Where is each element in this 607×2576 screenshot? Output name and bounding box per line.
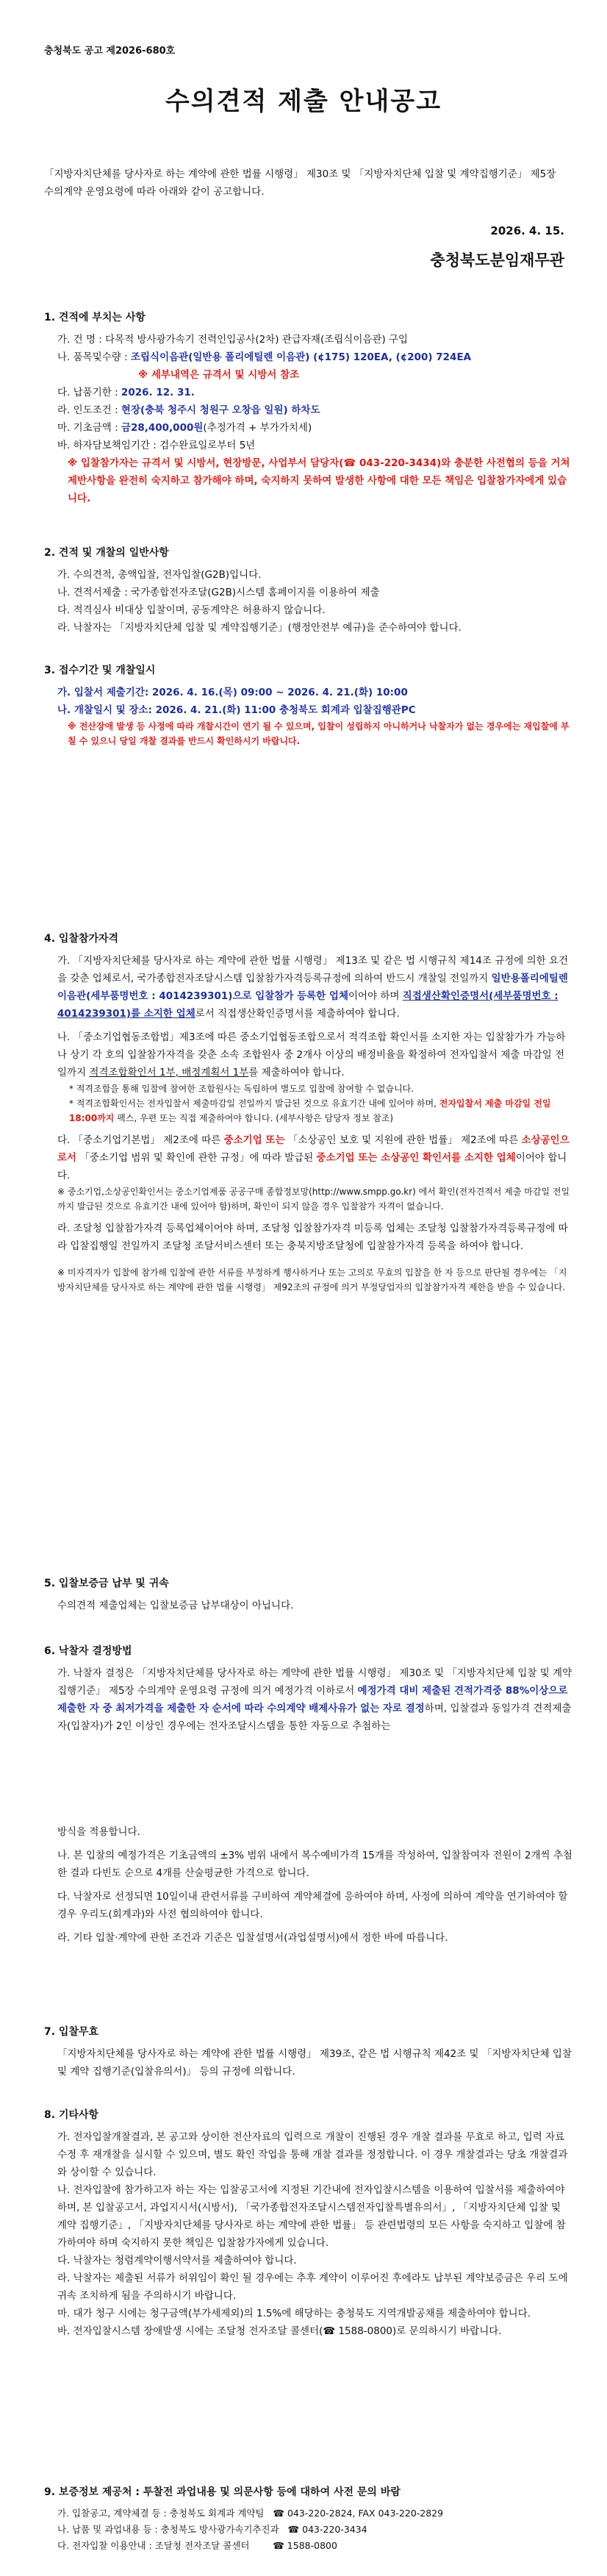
opening-datetime: 나. 개찰일시 및 장소: 2026. 4. 21.(화) 11:00 충청북도 회계과 입찰집행관PC (57, 704, 416, 716)
section-1-title: 1. 견적에 부치는 사항 (44, 312, 146, 323)
section-4-title: 4. 입찰참가자격 (44, 933, 119, 945)
s6-item-d: 라. 기타 입찰·계약에 관한 조건과 기준은 입찰설명서(과업설명서)에서 정한 바에 따릅니다. (57, 1932, 448, 1944)
notice-date: 2026. 4. 15. (490, 224, 564, 237)
contact-ebid: 다. 전자입찰 이용안내 : 조달청 전자조달 콜센터 ☎ 1588-0800 (57, 2540, 337, 2551)
s2-item-b: 나. 견적서제출 : 국가종합전자조달(G2B)시스템 홈페이지를 이용하여 제출 (57, 587, 380, 598)
s6-item-b: 나. 본 입찰의 예정가격은 기초금액의 ±3% 범위 내에서 복수예비가격 15개를 작성하여, 입찰참여자 전원이 2개씩 추첨한 결과 다빈도 순으로 4개를 산술평균한 가격으로 합니다. (57, 1850, 572, 1879)
section-8-title: 8. 기타사항 (44, 2109, 99, 2121)
s8-item-a: 가. 전자입찰개찰결과, 본 공고와 상이한 전산자료의 입력으로 개찰이 진행된 경우 개찰 결과를 무효로 하고, 입력 자료 수정 후 재개찰을 실시할 수 있으며, 별도 확인 작업을 통해 개찰 결과를 정정합니다. 이 경우 개찰결과는 당초 개찰결과와 상이할 수 있습니다. (57, 2131, 568, 2178)
s8-item-e: 마. 대가 청구 시에는 청구금액(부가세제외)의 1.5%에 해당하는 충청북도 지역개발공채를 제출하여야 합니다. (57, 2308, 531, 2319)
section-3-title: 3. 접수기간 및 개찰일시 (44, 665, 156, 676)
contact-contract: 가. 입찰공고, 계약체결 등 : 충청북도 회계과 계약팀 ☎ 043-220-2824, FAX 043-220-2829 (57, 2508, 444, 2519)
s2-item-c: 다. 적격심사 비대상 입찰이며, 공동계약은 허용하지 않습니다. (57, 604, 326, 616)
section-1 (44, 309, 573, 507)
section-5 (44, 1575, 573, 1614)
s5-body: 수의견적 제출업체는 입찰보증금 납부대상이 아닙니다. (57, 1600, 294, 1611)
s4-item-b-note-1: * 적격조합을 통해 입찰에 참여한 조합원사는 독립하여 별도로 입찰에 참여할 수 없습니다. (69, 1084, 414, 1094)
s4-item-b: 나. 「중소기업협동조합법」제3조에 따른 중소기업협동조합으로서 적격조합 확인서를 소지한 자는 입찰참가가 가능하나 상기 각 호의 입찰참가자격을 갖춘 소속 조합원사 중 2개사 이상의 배정비율을 확정하여 전자입찰서 제출 마감일 전일까지 적격조합확인서 1부, 배정계획서 1부를 제출하여야 합니다. (57, 1031, 566, 1078)
s8-item-d: 라. 낙찰자는 제출된 서류가 허위임이 확인 될 경우에는 추후 계약이 이루어진 후에라도 납부된 계약보증금은 우리 도에 귀속 조치하게 됨을 주의하시기 바랍니다. (57, 2272, 568, 2302)
section-6 (44, 1642, 573, 1947)
section-3 (44, 662, 573, 748)
item-quantity: 나. 품목및수량 : 조립식이음관(일반용 폴리에틸렌 이음관) (¢175) 120EA, (¢200) 724EA (57, 351, 472, 363)
item-quantity-note: ※ 세부내역은 규격서 및 시방서 참조 (138, 369, 300, 381)
s2-item-a: 가. 수의견적, 총액입찰, 전자입찰(G2B)입니다. (57, 569, 262, 581)
delivery-deadline: 다. 납품기한 : 2026. 12. 31. (57, 387, 195, 398)
contact-delivery: 나. 납품 및 과업내용 등 : 충청북도 방사광가속기추진과 ☎ 043-220-3434 (57, 2524, 367, 2535)
section-2-title: 2. 견적 및 개찰의 일반사항 (44, 547, 169, 559)
s4-item-b-note-2: * 적격조합확인서는 전자입찰서 제출마감일 전일까지 발급된 것으로 유효기간 내에 있어야 하며, 전자입찰서 제출 마감일 전일 18:00까지 팩스, 우편 또는 직접 제출하여야 합니다. (세부사항은 담당자 정보 참조) (69, 1098, 551, 1123)
section-8 (44, 2106, 573, 2340)
section-6-title: 6. 낙찰자 결정방법 (44, 1645, 132, 1657)
notice-number: 충청북도 공고 제2026-680호 (44, 46, 176, 57)
section-9 (44, 2483, 573, 2554)
s2-item-d: 라. 낙찰자는 「지방자치단체 입찰 및 계약집행기준」(행정안전부 예규)을 준수하여야 합니다. (57, 622, 461, 634)
base-amount: 마. 기초금액 : 금28,400,000원(추정가격 + 부가가치세) (57, 422, 312, 434)
section-2 (44, 544, 573, 637)
contact-ebid-phone: ☎ 1588-0800 (273, 2540, 337, 2551)
s4-tail-note: ※ 미자격자가 입찰에 참가해 입찰에 관한 서류를 부정하게 행사하거나 또는 고의로 무효의 입찰을 한 자 등으로 판단될 경우에는 「지방자치단체를 당사자로 하는 계약에 관한 법률 시행령」 제92조의 규정에 의거 부정당업자의 입찰참가자격 제한을 받을 수 있습니다. (57, 1267, 567, 1292)
issuer-name: 충청북도분임재무관 (430, 251, 564, 269)
s6-item-a: 가. 낙찰자 결정은 「지방자치단체를 당사자로 하는 계약에 관한 법률 시행령」 제30조 및 「지방자치단체 입찰 및 계약 집행기준」 제5장 수의계약 운영요령 규정에 의거 예정가격 이하로서 예정가격 대비 제출된 견적가격중 88%이상으로 제출한 자 중 최저가격을 제출한 자 순서에 따라 수의계약 배제사유가 없는 자로 결정하며, 입찰결과 동일가격 견적제출자(입찰자)가 2인 이상인 경우에는 전자조달시스템을 통한 자동으로 추첨하는 (57, 1667, 572, 1732)
intro-paragraph: 「지방자치단체를 당사자로 하는 계약에 관한 법률 시행령」 제30조 및 「지방자치단체 입찰 및 계약집행기준」 제5장 수의계약 운영요령에 따라 아래와 같이 공고합니다. (44, 168, 556, 198)
s4-item-c-note: ※ 중소기업,소상공인확인서는 중소기업제품 공공구매 종합정보망(http://www.smpp.go.kr) 에서 확인(전자견적서 제출 마감일 전일까지 발급된 것으로 유효기간 내에 있어야 함)하며, 확인이 되지 않을 경우 입찰참가 자격이 없습니다. (57, 1187, 570, 1212)
section-1-warning: ※ 입찰참가자는 규격서 및 시방서, 현장방문, 사업부서 담당자(☎ 043-220-3434)와 충분한 사전협의 등을 거쳐 제반사항을 완전히 숙지하고 참가해야 하며, 숙지하지 못하여 발생한 사항에 대한 모든 책임은 입찰참가자에게 있습니다. (68, 457, 570, 504)
contact-delivery-phone: ☎ 043-220-3434 (287, 2524, 367, 2535)
s4-item-c: 다. 「중소기업기본법」 제2조에 따른 중소기업 또는 「소상공인 보호 및 지원에 관한 법률」 제2조에 따른 소상공인으로서 「중소기업 범위 및 확인에 관한 규정」에 따라 발급된 중소기업 또는 소상공인 확인서를 소지한 업체이어야 합니다. (57, 1134, 570, 1181)
warranty-period: 바. 하자담보책임기간 : 검수완료일로부터 5년 (57, 440, 256, 451)
s6-item-c: 다. 낙찰자로 선정되면 10일이내 관련서류를 구비하여 계약체결에 응하여야 하며, 사정에 의하여 계약을 연기하여야 할 경우 우리도(회계과)와 사전 협의하여야 합니다. (57, 1891, 568, 1920)
section-9-title: 9. 보증정보 제공처 : 투찰전 과업내용 및 의문사항 등에 대하여 사전 문의 바람 (44, 2486, 401, 2498)
submission-period: 가. 입찰서 제출기간: 2026. 4. 16.(목) 09:00 ~ 2026. 4. 21.(화) 10:00 (57, 687, 408, 698)
s4-item-d: 라. 조달청 입찰참가자격 등록업체이어야 하며, 조달청 입찰참가자격 미등록 업체는 조달청 입찰참가자격등록규정에 따라 입찰집행일 전일까지 조달청 조달서비스센터 또는 충북지방조달청에 입찰참가자격 등록을 하여야 합니다. (57, 1223, 568, 1252)
page-title: 수의견적 제출 안내공고 (165, 87, 442, 116)
section-5-title: 5. 입찰보증금 납부 및 귀속 (44, 1578, 169, 1589)
section-3-note: ※ 전산장애 발생 등 사정에 따라 개찰시간이 연기 될 수 있으며, 입찰이 성립하지 아니하거나 낙찰자가 없는 경우에는 재입찰에 부칠 수 있으니 당일 개찰 결과를 반드시 확인하시기 바랍니다. (68, 721, 570, 746)
s4-item-a: 가. 「지방자치단체를 당사자로 하는 계약에 관한 법률 시행령」 제13조 및 같은 법 시행규칙 제14조 규정에 의한 요건을 갖춘 업체로서, 국가종합전자조달시스템 입찰참가자격등록규정에 의하여 반드시 개찰일 전일까지 일반용폴리에틸렌이음관(세부품명번호 : 4014239301)으로 입찰참가 등록한 업체이어야 하며 직접생산확인증명서(세부품명번호 : 4014239301)를 소지한 업체로서 직접생산확인증명서를 제출하여야 합니다. (57, 955, 569, 1020)
s8-item-c: 다. 낙찰자는 청렴계약이행서약서를 제출하여야 합니다. (57, 2255, 297, 2266)
s7-body: 「지방자치단체를 당사자로 하는 계약에 관한 법률 시행령」 제39조, 같은 법 시행규칙 제42조 및 「지방자치단체 입찰 및 계약 집행기준(입찰유의서)」 등의 규정에 의합니다. (57, 2048, 572, 2078)
s8-item-f: 바. 전자입찰시스템 장애발생 시에는 조달청 전자조달 콜센터(☎ 1588-0800)로 문의하시기 바랍니다. (57, 2325, 502, 2337)
contact-contract-phone: ☎ 043-220-2824, FAX 043-220-2829 (273, 2508, 444, 2519)
s8-item-b: 나. 전자입찰에 참가하고자 하는 자는 입찰공고서에 지정된 기간내에 전자입찰시스템을 이용하여 입찰서를 제출하여야 하며, 본 입찰공고서, 과업지시서(시방서), 「국가종합전자조달시스템전자입찰특별유의서」, 「지방자치단체 입찰 및 계약 집행기준」, 「지방자치단체를 당사자로 하는 계약에 관한 법률」 등 관련법령의 모든 사항을 숙지하고 입찰에 참가하여야 하며 숙지하지 못한 책임은 입찰참가자에게 있습니다. (57, 2184, 566, 2249)
section-7 (44, 2023, 573, 2081)
section-4 (44, 930, 573, 1295)
item-name: 가. 건 명 : 다목적 방사광가속기 전력인입공사(2차) 관급자재(조립식이음관) 구입 (57, 334, 409, 346)
delivery-terms: 라. 인도조건 : 현장(충북 청주시 청원구 오창읍 일원) 하차도 (57, 404, 320, 416)
s6-item-a-tail: 방식을 적용합니다. (57, 1826, 140, 1838)
section-7-title: 7. 입찰무효 (44, 2026, 99, 2038)
